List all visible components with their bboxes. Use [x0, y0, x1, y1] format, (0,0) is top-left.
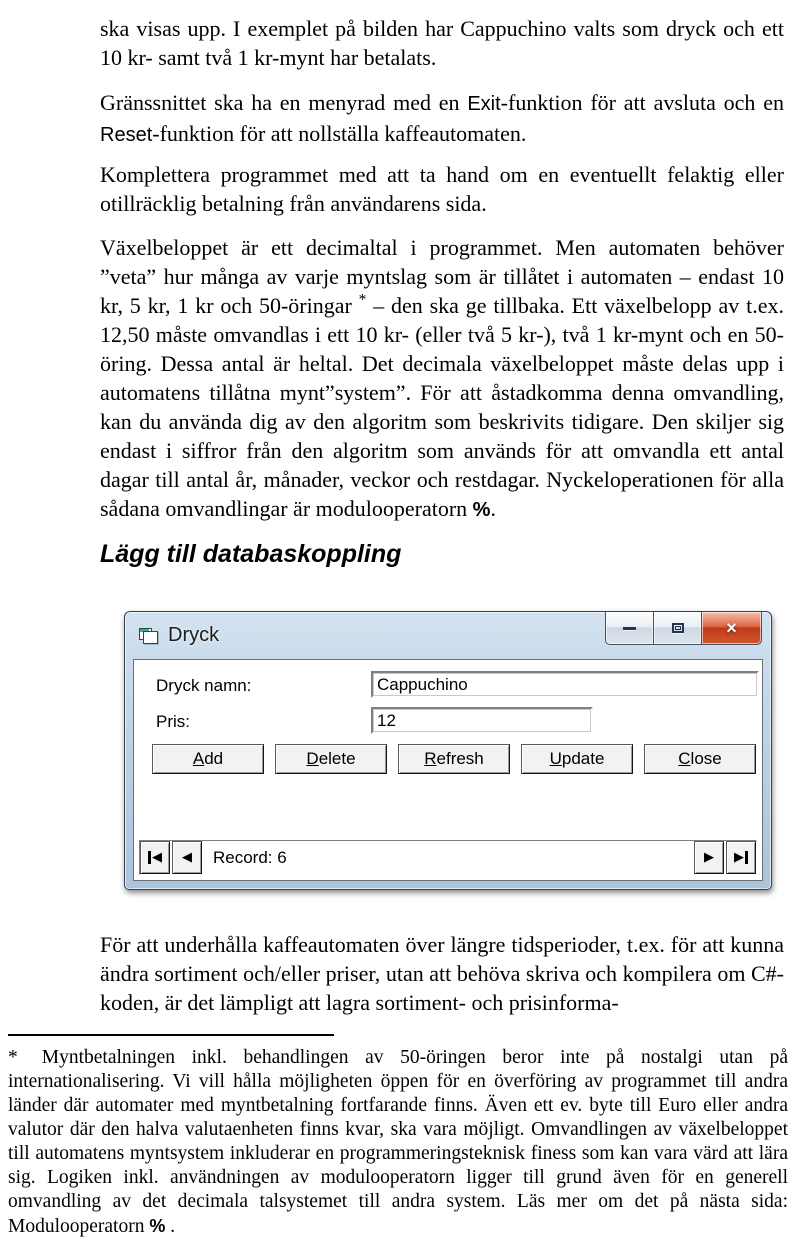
next-record-button[interactable] [694, 841, 724, 874]
record-bar-spacer [287, 841, 694, 874]
next-record-icon: ▶ [704, 850, 714, 865]
minimize-icon [623, 627, 636, 630]
crud-button-row [152, 744, 756, 774]
price-label: Pris: [156, 712, 190, 731]
first-record-button[interactable]: ◀ [140, 841, 170, 874]
window-client-area [133, 659, 763, 881]
first-record-icon [148, 851, 151, 864]
paragraph-error-handling: Komplettera programmet med att ta hand om en eventuellt felaktig eller otillräcklig betalning från användarens sida. [100, 162, 784, 216]
footnote-marker: * [8, 1047, 18, 1068]
refresh-button[interactable]: Refresh [398, 744, 510, 774]
footnote-modulo-symbol: % [149, 1216, 166, 1236]
close-form-button[interactable]: Close [644, 744, 756, 774]
previous-record-icon: ◀ [182, 850, 192, 865]
delete-button[interactable]: Delete [275, 744, 387, 774]
footnote-rule [8, 1034, 334, 1036]
paragraph-menu [100, 88, 784, 150]
drink-name-label: Dryck namn: [156, 676, 252, 695]
modulo-operator-symbol: % [472, 499, 491, 521]
record-navigator [139, 840, 757, 875]
close-button[interactable] [701, 612, 762, 645]
paragraph-maintenance: För att underhålla kaffeautomaten över längre tidsperioder, t.ex. för att kunna ändra sortiment och/eller priser, utan att behöva skriva och kompilera om C#- koden, är det lämpligt att lagra sortiment- och prisinforma- [100, 932, 784, 1015]
section-heading: Lägg till databaskoppling [100, 540, 402, 568]
footnote-text-end: . [165, 1216, 176, 1237]
paragraph-menu-text-b: -funktion för att avsluta och en [500, 90, 784, 115]
maximize-icon [672, 623, 684, 633]
window-title: Dryck [168, 624, 220, 646]
last-record-icon [745, 851, 748, 864]
footnote-text: Myntbetalningen inkl. behandlingen av 50-öringen beror inte på nostalgi utan på internationalisering. Vi vill hålla möjligheten öppen för en överföring av programmet till andra länder där automater med myntbetalning fortfarande finns. Även ett ev. byte till Euro eller andra valutor där den halva valutaenheten finns kvar, ska vara möjligt. Omvandlingen av växelbeloppet till automatens myntsystem inkluderar en programmeringsteknisk finess som kan vara värd att lära sig. Logiken inkl. användningen av modulooperatorn ligger till grund även för en generell omvandling av det decimala talsystemet till andra system. Läs mer om det på nästa sida: Modulooperatorn [8, 1047, 788, 1237]
paragraph-change-amount [100, 233, 784, 525]
minimize-button[interactable] [605, 612, 654, 645]
record-position-label: Record: 6 [213, 847, 287, 867]
add-button[interactable]: Add [152, 744, 264, 774]
dryck-window [124, 611, 772, 890]
last-record-button[interactable]: ▶ [726, 841, 756, 874]
paragraph-change-text-c: . [490, 496, 496, 521]
maximize-button[interactable] [653, 612, 702, 645]
paragraph-change-text-a: Växelbeloppet är ett decimaltal i programmet. Men automaten behöver ”veta” hur många av varje myntslag som är tillåtet i automaten – endast 10 kr, 5 kr, 1 kr och 50-öringar [100, 235, 784, 318]
caption-buttons [606, 612, 762, 645]
close-icon: × [726, 618, 737, 638]
footnote-marker-ref: * [358, 291, 367, 309]
previous-record-button[interactable] [172, 841, 202, 874]
form-icon [139, 628, 158, 644]
paragraph-intro: ska visas upp. I exemplet på bilden har Cappuchino valts som dryck och ett 10 kr- samt två 1 kr-mynt har betalats. [100, 16, 784, 70]
paragraph-change-text-b: – den ska ge tillbaka. Ett växelbelopp av t.ex. 12,50 måste omvandlas i ett 10 kr- (eller två 5 kr-), två 1 kr-mynt och en 50-öring. Dessa antal är heltal. Det decimala växelbeloppet måste delas upp i automatens tillåtna mynt”system”. För att åstadkomma denna omvandling, kan du använda dig av den algoritm som beskrivits tidigare. Den skiljer sig endast i siffror från den algoritm som används för att omvandla ett antal dagar till antal år, månader, veckor och restdagar. Nyckeloperationen för alla sådana omvandlingar är modulooperatorn [100, 293, 784, 521]
exit-function-label: Exit [467, 93, 501, 115]
paragraph-menu-text-c: -funktion för att nollställa kaffeautomaten. [152, 121, 527, 146]
update-button[interactable]: Update [521, 744, 633, 774]
price-input[interactable] [371, 707, 593, 734]
reset-function-label: Reset [100, 124, 153, 146]
drink-name-input[interactable] [371, 671, 759, 698]
footnote [8, 1046, 788, 1239]
paragraph-menu-text-a: Gränssnittet ska ha en menyrad med en [100, 90, 468, 115]
